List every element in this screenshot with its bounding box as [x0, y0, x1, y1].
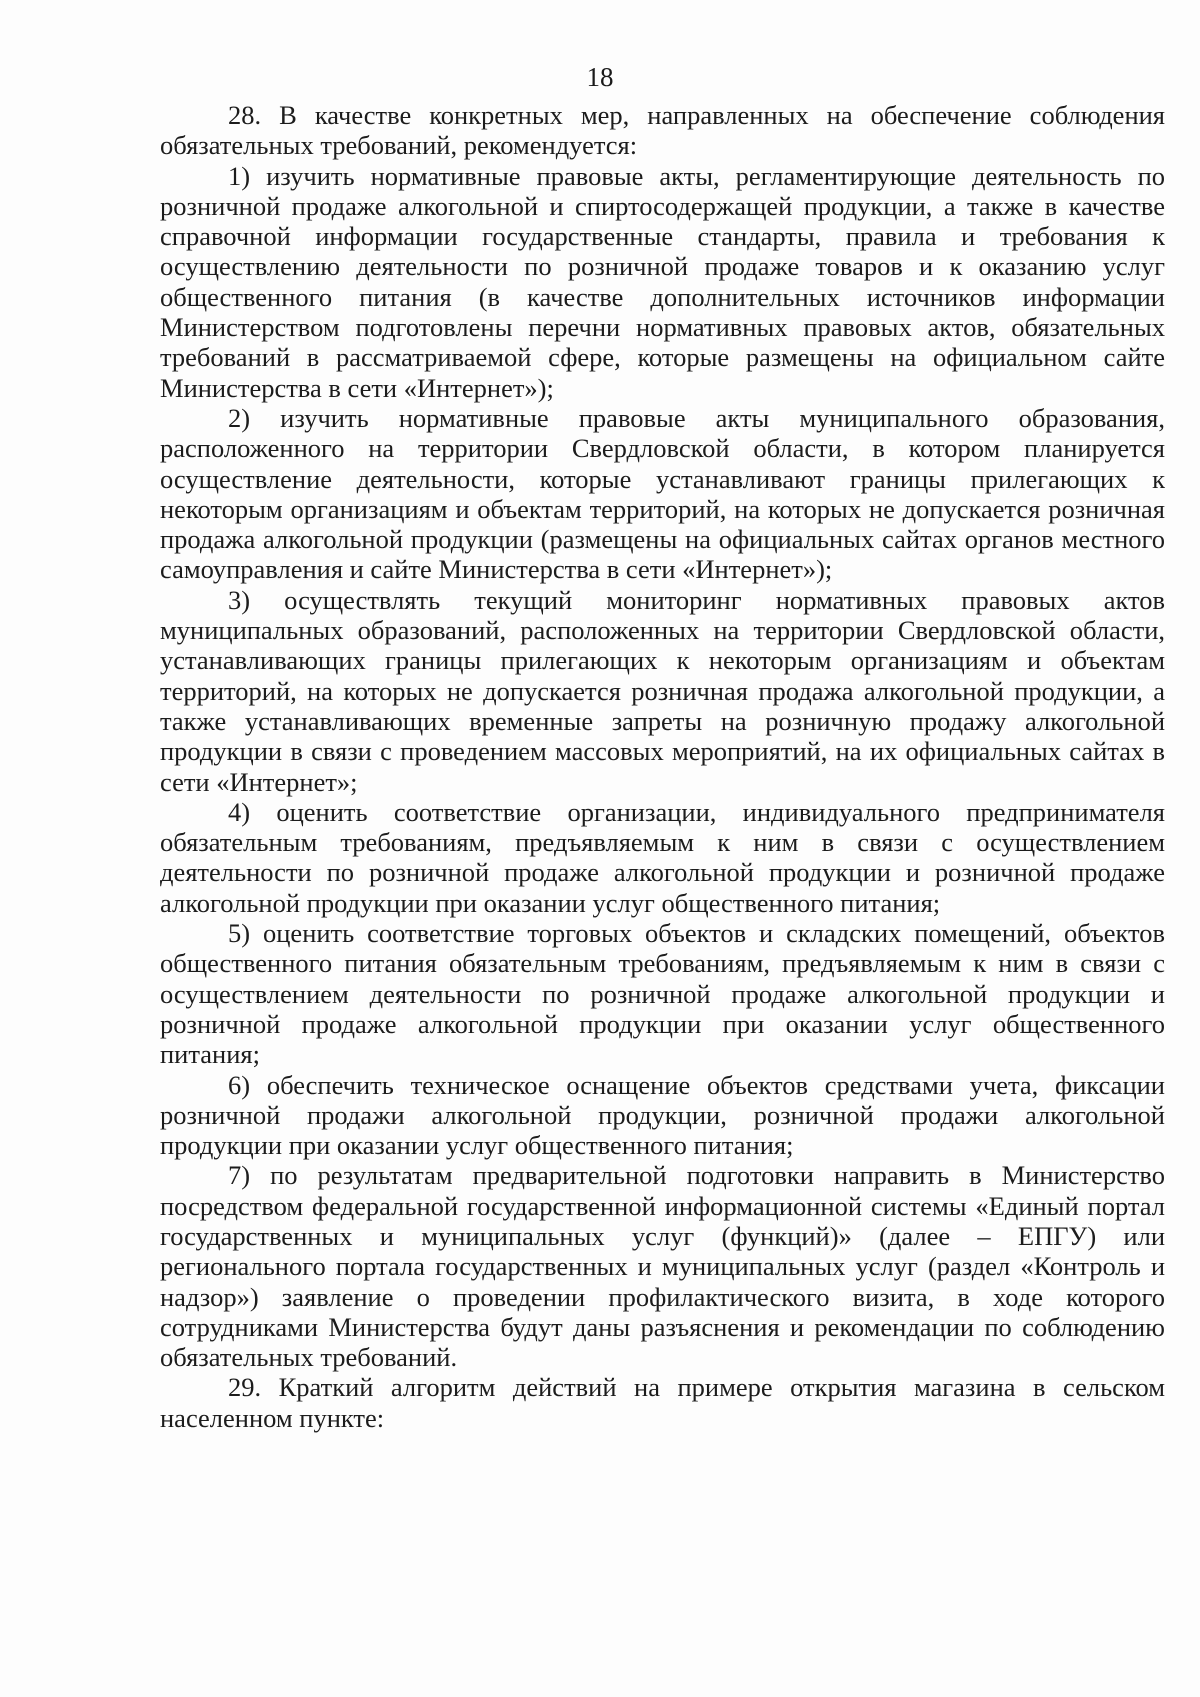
list-item-2: 2) изучить нормативные правовые акты муниципального образования, расположенного на территории Свердловской области, в котором планируется осуществление деятельности, которые устанавливают границы прилегающих к некоторым организациям и объектам территорий, на которых не допускается розничная продажа алкогольной продукции (размещены на официальных сайтах органов местного самоуправления и сайте Министерства в сети «Интернет»); — [160, 402, 1165, 585]
list-item-5: 5) оценить соответствие торговых объектов и складских помещений, объектов общественного питания обязательным требованиям, предъявляемым к ним в связи с осуществлением деятельности по розничной продаже алкогольной продукции и розничной продаже алкогольной продукции при оказании услуг общественного питания; — [160, 918, 1165, 1070]
paragraph-29: 29. Краткий алгоритм действий на примере открытия магазина в сельском населенном пункте: — [160, 1372, 1165, 1433]
list-item-7: 7) по результатам предварительной подготовки направить в Министерство посредством федеральной государственной информационной системы «Единый портал государственных и муниципальных услуг (функций)» (далее – ЕПГУ) или регионального портала государственных и муниципальных услуг (раздел «Контроль и надзор») заявление о проведении профилактического визита, в ходе которого сотрудниками Министерства будут даны разъяснения и рекомендации по соблюдению обязательных требований. — [160, 1160, 1165, 1373]
list-item-1: 1) изучить нормативные правовые акты, регламентирующие деятельность по розничной продаже алкогольной и спиртосодержащей продукции, а также в качестве справочной информации государственные стандарты, правила и требования к осуществлению деятельности по розничной продаже товаров и к оказанию услуг общественного питания (в качестве дополнительных источников информации Министерством подготовлены перечни нормативных правовых актов, обязательных требований в рассматриваемой сфере, которые размещены на официальном сайте Министерства в сети «Интернет»); — [160, 160, 1165, 403]
document-body — [160, 100, 1165, 1433]
list-item-6: 6) обеспечить техническое оснащение объектов средствами учета, фиксации розничной продажи алкогольной продукции, розничной продажи алкогольной продукции при оказании услуг общественного питания; — [160, 1069, 1165, 1161]
paragraph-28: 28. В качестве конкретных мер, направленных на обеспечение соблюдения обязательных требований, рекомендуется: — [160, 100, 1165, 161]
list-item-4: 4) оценить соответствие организации, индивидуального предпринимателя обязательным требованиям, предъявляемым к ним в связи с осуществлением деятельности по розничной продаже алкогольной продукции и розничной продаже алкогольной продукции при оказании услуг общественного питания; — [160, 796, 1165, 918]
list-item-3: 3) осуществлять текущий мониторинг нормативных правовых актов муниципальных образований, расположенных на территории Свердловской области, устанавливающих границы прилегающих к некоторым организациям и объектам территорий, на которых не допускается розничная продажа алкогольной продукции, а также устанавливающих временные запреты на розничную продажу алкогольной продукции в связи с проведением массовых мероприятий, на их официальных сайтах в сети «Интернет»; — [160, 584, 1165, 797]
page-number: 18 — [586, 62, 614, 92]
